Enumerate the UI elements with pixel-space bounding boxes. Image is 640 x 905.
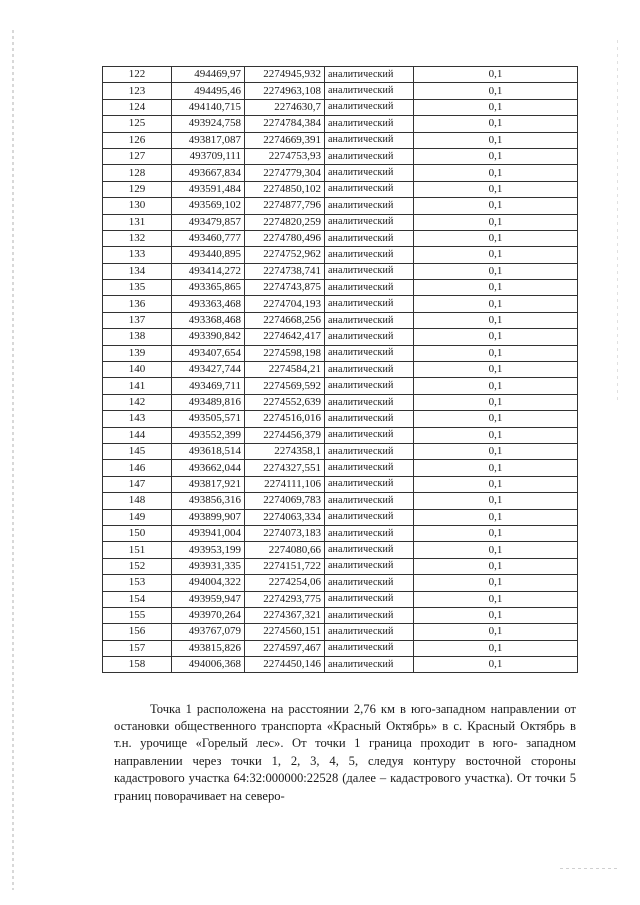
table-row <box>103 280 578 296</box>
point-number-cell: 142 <box>103 394 172 410</box>
table-row <box>103 296 578 312</box>
table-row <box>103 181 578 197</box>
error-cell: 0,1 <box>414 67 578 83</box>
x-coordinate-cell: 493368,468 <box>172 312 245 328</box>
y-coordinate-cell: 2274584,21 <box>245 362 325 378</box>
table-row <box>103 214 578 230</box>
y-coordinate-cell: 2274784,384 <box>245 116 325 132</box>
method-cell: аналитический <box>325 394 414 410</box>
method-cell: аналитический <box>325 476 414 492</box>
error-cell: 0,1 <box>414 657 578 673</box>
point-number-cell: 128 <box>103 165 172 181</box>
error-cell: 0,1 <box>414 181 578 197</box>
method-cell: аналитический <box>325 181 414 197</box>
table-row <box>103 99 578 115</box>
method-cell: аналитический <box>325 198 414 214</box>
y-coordinate-cell: 2274752,962 <box>245 247 325 263</box>
method-cell: аналитический <box>325 575 414 591</box>
y-coordinate-cell: 2274779,304 <box>245 165 325 181</box>
x-coordinate-cell: 493817,087 <box>172 132 245 148</box>
error-cell: 0,1 <box>414 493 578 509</box>
coordinates-table-wrapper <box>102 66 578 673</box>
x-coordinate-cell: 493924,758 <box>172 116 245 132</box>
point-number-cell: 143 <box>103 411 172 427</box>
point-number-cell: 146 <box>103 460 172 476</box>
point-number-cell: 137 <box>103 312 172 328</box>
table-row <box>103 591 578 607</box>
point-number-cell: 144 <box>103 427 172 443</box>
point-number-cell: 129 <box>103 181 172 197</box>
x-coordinate-cell: 493970,264 <box>172 607 245 623</box>
method-cell: аналитический <box>325 296 414 312</box>
error-cell: 0,1 <box>414 165 578 181</box>
method-cell: аналитический <box>325 280 414 296</box>
point-number-cell: 154 <box>103 591 172 607</box>
table-row <box>103 411 578 427</box>
x-coordinate-cell: 493552,399 <box>172 427 245 443</box>
x-coordinate-cell: 493953,199 <box>172 542 245 558</box>
table-row <box>103 427 578 443</box>
error-cell: 0,1 <box>414 640 578 656</box>
method-cell: аналитический <box>325 542 414 558</box>
point-number-cell: 132 <box>103 230 172 246</box>
error-cell: 0,1 <box>414 230 578 246</box>
table-row <box>103 116 578 132</box>
error-cell: 0,1 <box>414 542 578 558</box>
y-coordinate-cell: 2274327,551 <box>245 460 325 476</box>
method-cell: аналитический <box>325 624 414 640</box>
point-number-cell: 155 <box>103 607 172 623</box>
point-number-cell: 152 <box>103 558 172 574</box>
x-coordinate-cell: 493569,102 <box>172 198 245 214</box>
y-coordinate-cell: 2274069,783 <box>245 493 325 509</box>
x-coordinate-cell: 493414,272 <box>172 263 245 279</box>
x-coordinate-cell: 494006,368 <box>172 657 245 673</box>
table-row <box>103 607 578 623</box>
method-cell: аналитический <box>325 263 414 279</box>
table-row <box>103 362 578 378</box>
scan-edge-right <box>617 40 618 400</box>
coordinates-table-body <box>103 67 578 673</box>
x-coordinate-cell: 493709,111 <box>172 148 245 164</box>
point-number-cell: 136 <box>103 296 172 312</box>
point-number-cell: 147 <box>103 476 172 492</box>
x-coordinate-cell: 493390,842 <box>172 329 245 345</box>
x-coordinate-cell: 493931,335 <box>172 558 245 574</box>
y-coordinate-cell: 2274598,198 <box>245 345 325 361</box>
table-row <box>103 443 578 459</box>
point-number-cell: 149 <box>103 509 172 525</box>
point-number-cell: 123 <box>103 83 172 99</box>
y-coordinate-cell: 2274780,496 <box>245 230 325 246</box>
y-coordinate-cell: 2274850,102 <box>245 181 325 197</box>
error-cell: 0,1 <box>414 263 578 279</box>
table-row <box>103 460 578 476</box>
y-coordinate-cell: 2274080,66 <box>245 542 325 558</box>
point-number-cell: 151 <box>103 542 172 558</box>
y-coordinate-cell: 2274738,741 <box>245 263 325 279</box>
table-row <box>103 542 578 558</box>
point-number-cell: 156 <box>103 624 172 640</box>
y-coordinate-cell: 2274877,796 <box>245 198 325 214</box>
x-coordinate-cell: 493899,907 <box>172 509 245 525</box>
table-row <box>103 148 578 164</box>
point-number-cell: 148 <box>103 493 172 509</box>
error-cell: 0,1 <box>414 296 578 312</box>
x-coordinate-cell: 493767,079 <box>172 624 245 640</box>
method-cell: аналитический <box>325 427 414 443</box>
y-coordinate-cell: 2274669,391 <box>245 132 325 148</box>
method-cell: аналитический <box>325 132 414 148</box>
method-cell: аналитический <box>325 657 414 673</box>
y-coordinate-cell: 2274456,379 <box>245 427 325 443</box>
x-coordinate-cell: 493440,895 <box>172 247 245 263</box>
error-cell: 0,1 <box>414 345 578 361</box>
table-row <box>103 476 578 492</box>
method-cell: аналитический <box>325 443 414 459</box>
error-cell: 0,1 <box>414 575 578 591</box>
y-coordinate-cell: 2274743,875 <box>245 280 325 296</box>
y-coordinate-cell: 2274516,016 <box>245 411 325 427</box>
point-number-cell: 133 <box>103 247 172 263</box>
y-coordinate-cell: 2274450,146 <box>245 657 325 673</box>
table-row <box>103 83 578 99</box>
error-cell: 0,1 <box>414 116 578 132</box>
point-number-cell: 135 <box>103 280 172 296</box>
table-row <box>103 247 578 263</box>
table-row <box>103 378 578 394</box>
scan-edge-left <box>12 30 14 890</box>
x-coordinate-cell: 493667,834 <box>172 165 245 181</box>
method-cell: аналитический <box>325 247 414 263</box>
method-cell: аналитический <box>325 640 414 656</box>
y-coordinate-cell: 2274111,106 <box>245 476 325 492</box>
y-coordinate-cell: 2274945,932 <box>245 67 325 83</box>
error-cell: 0,1 <box>414 132 578 148</box>
point-number-cell: 125 <box>103 116 172 132</box>
table-row <box>103 558 578 574</box>
y-coordinate-cell: 2274151,722 <box>245 558 325 574</box>
method-cell: аналитический <box>325 148 414 164</box>
y-coordinate-cell: 2274552,639 <box>245 394 325 410</box>
error-cell: 0,1 <box>414 362 578 378</box>
table-row <box>103 657 578 673</box>
error-cell: 0,1 <box>414 624 578 640</box>
y-coordinate-cell: 2274569,592 <box>245 378 325 394</box>
scan-mark <box>560 868 620 869</box>
point-number-cell: 157 <box>103 640 172 656</box>
y-coordinate-cell: 2274668,256 <box>245 312 325 328</box>
method-cell: аналитический <box>325 214 414 230</box>
table-row <box>103 624 578 640</box>
table-row <box>103 230 578 246</box>
point-number-cell: 130 <box>103 198 172 214</box>
method-cell: аналитический <box>325 329 414 345</box>
error-cell: 0,1 <box>414 607 578 623</box>
method-cell: аналитический <box>325 230 414 246</box>
x-coordinate-cell: 493959,947 <box>172 591 245 607</box>
x-coordinate-cell: 493505,571 <box>172 411 245 427</box>
y-coordinate-cell: 2274753,93 <box>245 148 325 164</box>
table-row <box>103 329 578 345</box>
error-cell: 0,1 <box>414 378 578 394</box>
y-coordinate-cell: 2274358,1 <box>245 443 325 459</box>
method-cell: аналитический <box>325 67 414 83</box>
point-number-cell: 124 <box>103 99 172 115</box>
point-number-cell: 138 <box>103 329 172 345</box>
error-cell: 0,1 <box>414 509 578 525</box>
error-cell: 0,1 <box>414 411 578 427</box>
error-cell: 0,1 <box>414 476 578 492</box>
point-number-cell: 140 <box>103 362 172 378</box>
error-cell: 0,1 <box>414 394 578 410</box>
method-cell: аналитический <box>325 83 414 99</box>
x-coordinate-cell: 493469,711 <box>172 378 245 394</box>
x-coordinate-cell: 493591,484 <box>172 181 245 197</box>
method-cell: аналитический <box>325 493 414 509</box>
point-number-cell: 139 <box>103 345 172 361</box>
method-cell: аналитический <box>325 99 414 115</box>
method-cell: аналитический <box>325 411 414 427</box>
table-row <box>103 509 578 525</box>
point-number-cell: 141 <box>103 378 172 394</box>
error-cell: 0,1 <box>414 329 578 345</box>
y-coordinate-cell: 2274630,7 <box>245 99 325 115</box>
x-coordinate-cell: 493618,514 <box>172 443 245 459</box>
point-number-cell: 126 <box>103 132 172 148</box>
table-row <box>103 525 578 541</box>
table-row <box>103 345 578 361</box>
method-cell: аналитический <box>325 165 414 181</box>
x-coordinate-cell: 493460,777 <box>172 230 245 246</box>
y-coordinate-cell: 2274063,334 <box>245 509 325 525</box>
table-row <box>103 575 578 591</box>
method-cell: аналитический <box>325 525 414 541</box>
x-coordinate-cell: 493817,921 <box>172 476 245 492</box>
method-cell: аналитический <box>325 378 414 394</box>
x-coordinate-cell: 493489,816 <box>172 394 245 410</box>
point-number-cell: 134 <box>103 263 172 279</box>
y-coordinate-cell: 2274597,467 <box>245 640 325 656</box>
table-row <box>103 493 578 509</box>
method-cell: аналитический <box>325 116 414 132</box>
x-coordinate-cell: 493407,654 <box>172 345 245 361</box>
table-row <box>103 312 578 328</box>
point-number-cell: 145 <box>103 443 172 459</box>
point-number-cell: 127 <box>103 148 172 164</box>
x-coordinate-cell: 493815,826 <box>172 640 245 656</box>
table-row <box>103 263 578 279</box>
error-cell: 0,1 <box>414 247 578 263</box>
point-number-cell: 122 <box>103 67 172 83</box>
error-cell: 0,1 <box>414 558 578 574</box>
method-cell: аналитический <box>325 460 414 476</box>
method-cell: аналитический <box>325 345 414 361</box>
x-coordinate-cell: 493427,744 <box>172 362 245 378</box>
boundary-description-paragraph: Точка 1 расположена на расстоянии 2,76 км в юго-западном направлении от остановки общественного транспорта «Красный Октябрь» в с. Красный Октябрь в т.н. урочище «Горелый лес». От точки 1 граница проходит в юго- западном направлении через точки 1, 2, 3, 4, 5, следуя контуру восточной стороны кадастрового участка 64:32:000000:22528 (далее – кадастрового участка). От точки 5 границ поворачивает на северо- <box>114 701 576 803</box>
error-cell: 0,1 <box>414 99 578 115</box>
coordinates-table <box>102 66 578 673</box>
point-number-cell: 150 <box>103 525 172 541</box>
y-coordinate-cell: 2274293,775 <box>245 591 325 607</box>
error-cell: 0,1 <box>414 148 578 164</box>
y-coordinate-cell: 2274704,193 <box>245 296 325 312</box>
x-coordinate-cell: 493363,468 <box>172 296 245 312</box>
point-number-cell: 131 <box>103 214 172 230</box>
error-cell: 0,1 <box>414 214 578 230</box>
error-cell: 0,1 <box>414 591 578 607</box>
x-coordinate-cell: 493662,044 <box>172 460 245 476</box>
x-coordinate-cell: 494495,46 <box>172 83 245 99</box>
table-row <box>103 132 578 148</box>
error-cell: 0,1 <box>414 525 578 541</box>
point-number-cell: 158 <box>103 657 172 673</box>
table-row <box>103 67 578 83</box>
y-coordinate-cell: 2274560,151 <box>245 624 325 640</box>
y-coordinate-cell: 2274963,108 <box>245 83 325 99</box>
table-row <box>103 198 578 214</box>
x-coordinate-cell: 493479,857 <box>172 214 245 230</box>
error-cell: 0,1 <box>414 427 578 443</box>
x-coordinate-cell: 494469,97 <box>172 67 245 83</box>
error-cell: 0,1 <box>414 198 578 214</box>
table-row <box>103 640 578 656</box>
error-cell: 0,1 <box>414 83 578 99</box>
x-coordinate-cell: 494004,322 <box>172 575 245 591</box>
x-coordinate-cell: 493365,865 <box>172 280 245 296</box>
x-coordinate-cell: 493856,316 <box>172 493 245 509</box>
method-cell: аналитический <box>325 312 414 328</box>
y-coordinate-cell: 2274367,321 <box>245 607 325 623</box>
error-cell: 0,1 <box>414 460 578 476</box>
method-cell: аналитический <box>325 558 414 574</box>
error-cell: 0,1 <box>414 312 578 328</box>
method-cell: аналитический <box>325 509 414 525</box>
error-cell: 0,1 <box>414 280 578 296</box>
table-row <box>103 165 578 181</box>
method-cell: аналитический <box>325 362 414 378</box>
method-cell: аналитический <box>325 591 414 607</box>
table-row <box>103 394 578 410</box>
x-coordinate-cell: 493941,004 <box>172 525 245 541</box>
y-coordinate-cell: 2274073,183 <box>245 525 325 541</box>
y-coordinate-cell: 2274820,259 <box>245 214 325 230</box>
x-coordinate-cell: 494140,715 <box>172 99 245 115</box>
point-number-cell: 153 <box>103 575 172 591</box>
method-cell: аналитический <box>325 607 414 623</box>
error-cell: 0,1 <box>414 443 578 459</box>
y-coordinate-cell: 2274642,417 <box>245 329 325 345</box>
y-coordinate-cell: 2274254,06 <box>245 575 325 591</box>
